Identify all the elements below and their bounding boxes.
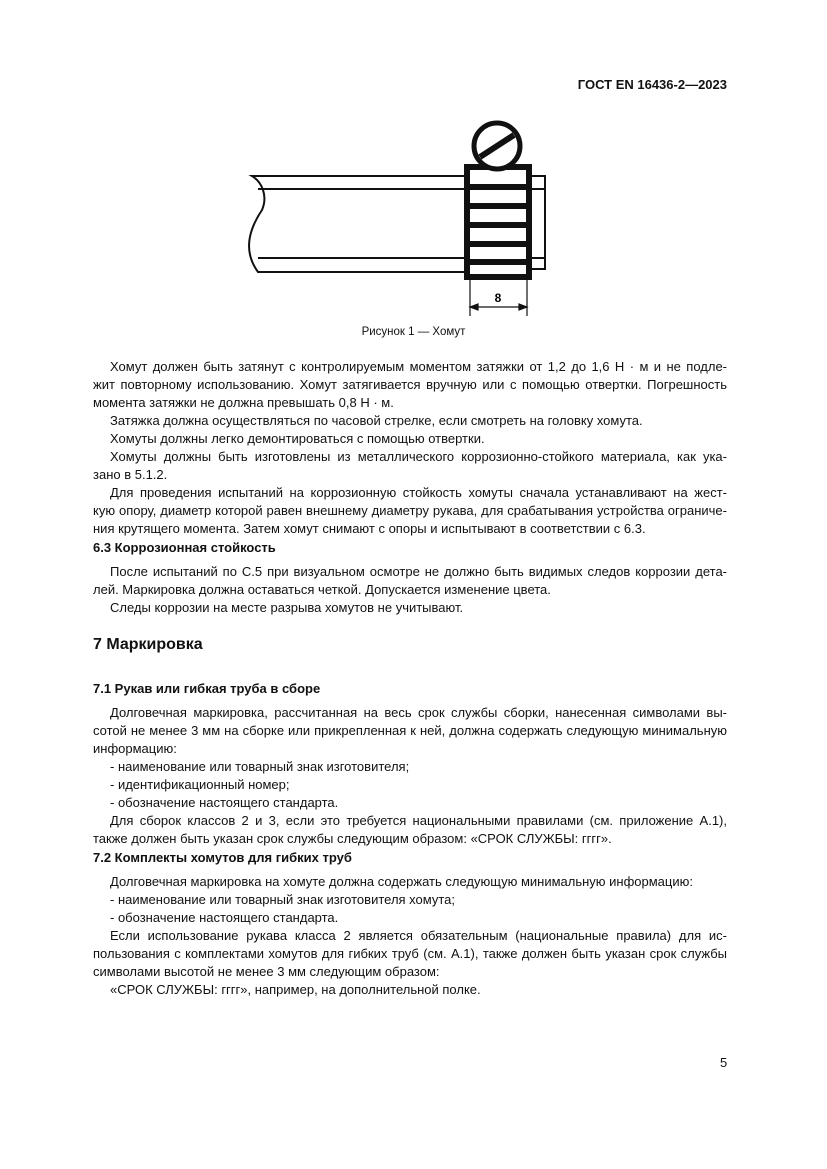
list-item: - обозначение настоящего стандарта.: [110, 795, 339, 810]
text-line: зано в 5.1.2.: [93, 467, 168, 482]
text-line: пользования с комплектами хомутов для гибких труб (см. А.1), также должен быть указан срок службы: [93, 946, 727, 961]
section-6-2-text: [93, 358, 727, 538]
text-line: Долговечная маркировка, рассчитанная на весь срок службы сборки, нанесенная символами вы-: [110, 705, 727, 720]
text-line: Затяжка должна осуществляться по часовой стрелке, если смотреть на головку хомута.: [110, 413, 643, 428]
text-line: Хомуты должны быть изготовлены из металлического коррозионно-стойкого материала, как ука-: [110, 449, 727, 464]
text-line: Если использование рукава класса 2 является обязательным (национальные правила) для ис-: [110, 928, 727, 943]
text-line: ния крутящего момента. Затем хомут снимают с опоры и испытывают в соответствии с 6.3.: [93, 521, 646, 536]
text-line: лей. Маркировка должна оставаться четкой. Допускается изменение цвета.: [93, 582, 551, 597]
figure-caption: Рисунок 1 — Хомут: [361, 326, 466, 338]
text-line: Для сборок классов 2 и 3, если это требуется национальными правилами (см. приложение А.1),: [110, 813, 727, 828]
text-line: Для проведения испытаний на коррозионную стойкость хомуты сначала устанавливают на жест-: [110, 485, 727, 500]
list-item: - идентификационный номер;: [110, 777, 290, 792]
section-heading: 6.3 Коррозионная стойкость: [93, 540, 276, 555]
section-6-3: [93, 539, 727, 617]
section-7-2: [93, 849, 727, 999]
list-item: - наименование или товарный знак изготовителя хомута;: [110, 892, 455, 907]
list-item: - обозначение настоящего стандарта.: [110, 910, 339, 925]
screw-head-icon: [474, 123, 520, 169]
text-line: Хомут должен быть затянут с контролируемым моментом затяжки от 1,2 до 1,6 Н · м и не подле-: [110, 359, 727, 374]
dimension-label: 8: [494, 291, 502, 305]
section-heading: 7.1 Рукав или гибкая труба в сборе: [93, 681, 321, 696]
text-line: Долговечная маркировка на хомуте должна содержать следующую минимальную информацию:: [110, 874, 693, 889]
text-line: символами высотой не менее 3 мм следующим образом:: [93, 964, 440, 979]
page-number: 5: [720, 1055, 728, 1070]
text-line: сотой не менее 3 мм на сборке или прикрепленная к ней, должна содержать следующую минимальную: [93, 723, 727, 738]
list-item: - наименование или товарный знак изготовителя;: [110, 759, 410, 774]
clamp-band: [467, 167, 529, 277]
section-7-heading: 7 Маркировка: [93, 636, 203, 653]
text-line: информацию:: [93, 741, 177, 756]
text-line: После испытаний по С.5 при визуальном осмотре не должно быть видимых следов коррозии дета-: [110, 564, 727, 579]
text-line: кую опору, диаметр которой равен внешнему диаметру рукава, для срабатывания устройства ограниче-: [93, 503, 727, 518]
section-7-1: [93, 680, 727, 848]
text-line: жит повторному использованию. Хомут затягивается вручную или с помощью отвертки. Погрешность: [93, 377, 727, 392]
text-line: момента затяжки не должна превышать 0,8 Н · м.: [93, 395, 394, 410]
text-line: «СРОК СЛУЖБЫ: гггг», например, на дополнительной полке.: [110, 982, 481, 997]
section-heading: 7.2 Комплекты хомутов для гибких труб: [93, 850, 352, 865]
document-id-header: ГОСТ EN 16436-2—2023: [577, 77, 727, 92]
text-line: Следы коррозии на месте разрыва хомутов не учитывают.: [110, 600, 464, 615]
text-line: Хомуты должны легко демонтироваться с помощью отвертки.: [110, 431, 485, 446]
hose-clamp-figure: [0, 0, 827, 330]
text-line: также должен быть указан срок службы следующим образом: «СРОК СЛУЖБЫ: гггг».: [93, 831, 612, 846]
